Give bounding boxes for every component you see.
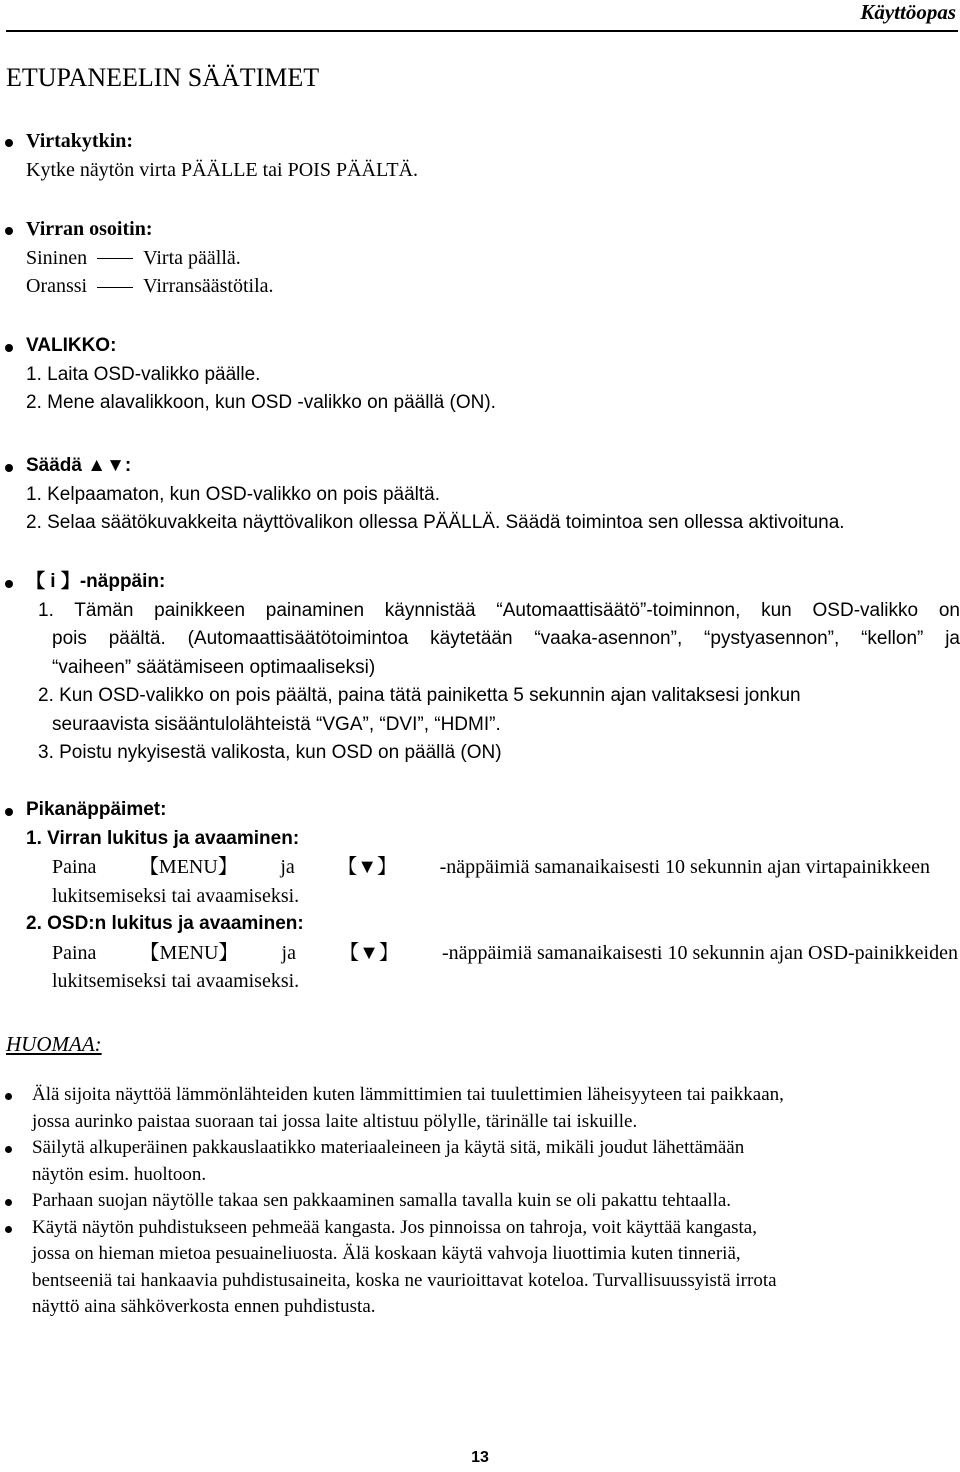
indicator-meaning: Virta päällä. — [143, 246, 241, 269]
note-line: bentseeniä tai hankaavia puhdistusaineita, koska ne vaurioittavat koteloa. Turvallisuussyistä irrota — [32, 1269, 777, 1291]
indicator-row-blue — [0, 244, 960, 273]
hotkey-1-text: -näppäimiä samanaikaisesti 10 sekunnin ajan virtapainikkeen — [439, 856, 930, 878]
indicator-meaning: Virransäästötila. — [143, 275, 274, 297]
word: Paina — [52, 941, 97, 964]
i-key-heading: 【 i 】-näppäin: — [0, 568, 960, 597]
word: ja — [281, 941, 296, 964]
adjust-line: 1. Kelpaamaton, kun OSD-valikko on pois päältä. — [26, 483, 441, 505]
note-line: näytön esim. huoltoon. — [32, 1163, 207, 1185]
dash-separator — [97, 287, 133, 288]
note-line: Säilytä alkuperäinen pakkauslaatikko materiaaleineen ja käytä sitä, mikäli joudut lähettämään — [0, 1135, 960, 1162]
i-key-line: 3. Poistu nykyisestä valikosta, kun OSD on päällä (ON) — [38, 742, 502, 763]
hotkeys-heading: Pikanäppäimet: — [0, 796, 960, 825]
adjust-heading: Säädä ▲▼: — [0, 452, 960, 481]
menu-key-label: 【MENU】 — [139, 941, 239, 964]
hotkey-1-line2: lukitsemiseksi tai avaamiseksi. — [52, 884, 300, 907]
dash-separator — [97, 258, 133, 259]
note-line: Käytä näytön puhdistukseen pehmeää kangasta. Jos pinnoissa on tahroja, voit käyttää kangasta, — [0, 1215, 960, 1242]
word: ja — [280, 856, 295, 878]
indicator-color: Oranssi — [26, 275, 88, 297]
i-key-line: “vaiheen” säätämiseen optimaaliseksi) — [52, 656, 376, 678]
menu-line: 1. Laita OSD-valikko päälle. — [26, 363, 261, 385]
note-line: jossa on hieman mietoa pesuaineliuosta. Älä koskaan käytä vahvoja liuottimia kuten tinneriä, — [32, 1243, 741, 1264]
page-title: ETUPANEELIN SÄÄTIMET — [6, 63, 320, 92]
indicator-color: Sininen — [26, 246, 88, 269]
menu-key-label: 【MENU】 — [138, 856, 238, 878]
section-power-switch — [0, 127, 960, 184]
hotkey-1-heading: 1. Virran lukitus ja avaaminen: — [26, 827, 300, 849]
hotkey-2-heading: 2. OSD:n lukitus ja avaaminen: — [26, 913, 304, 934]
hotkey-2-text: -näppäimiä samanaikaisesti 10 sekunnin ajan OSD-painikkeiden — [442, 941, 958, 964]
menu-heading: VALIKKO: — [0, 332, 960, 361]
i-key-line: 2. Kun OSD-valikko on pois päältä, paina tätä painiketta 5 sekunnin ajan valitaksesi jonkun — [38, 685, 801, 706]
section-adjust — [0, 452, 960, 538]
adjust-line: 2. Selaa säätökuvakkeita näyttövalikon ollessa PÄÄLLÄ. Säädä toimintoa sen ollessa aktivoituna. — [26, 512, 845, 533]
header-rule — [6, 30, 958, 32]
i-key-line: seuraavista sisääntulolähteistä “VGA”, “DVI”, “HDMI”. — [52, 713, 501, 735]
i-key-line: pois päältä. (Automaattisäätötoimintoa käytetään “vaaka-asennon”, “pystyasennon”, “kellon” ja — [52, 628, 960, 649]
note-line: Parhaan suojan näytölle takaa sen pakkaaminen samalla tavalla kuin se oli pakattu tehtaalla. — [0, 1188, 960, 1215]
page-number: 13 — [471, 1449, 489, 1466]
power-indicator-heading: Virran osoitin: — [0, 215, 960, 244]
menu-line: 2. Mene alavalikkoon, kun OSD -valikko on päällä (ON). — [26, 392, 496, 413]
hotkey-2-line — [0, 939, 960, 968]
indicator-row-orange — [0, 272, 960, 301]
section-i-key — [0, 568, 960, 768]
header-label: Käyttöopas — [860, 0, 956, 24]
note-line: näyttö aina sähköverkosta ennen puhdistusta. — [32, 1296, 376, 1317]
section-hotkeys — [0, 796, 960, 996]
notes-list — [0, 1082, 960, 1321]
i-key-line: 1. Tämän painikkeen painaminen käynnistää “Automaattisäätö”-toiminnon, kun OSD-valikko on — [38, 599, 960, 621]
hotkey-2-line2: lukitsemiseksi tai avaamiseksi. — [52, 970, 300, 992]
word: Paina — [52, 856, 97, 878]
section-menu — [0, 332, 960, 418]
notes-heading: HUOMAA: — [6, 1032, 102, 1056]
note-line: Älä sijoita näyttöä lämmönlähteiden kuten lämmittimien tai tuulettimien läheisyyteen tai paikkaan, — [0, 1082, 960, 1109]
down-key-label: 【▼】 — [337, 856, 398, 878]
hotkey-1-line — [0, 853, 960, 882]
power-switch-text: Kytke näytön virta PÄÄLLE tai POIS PÄÄLTÄ. — [26, 158, 419, 181]
section-power-indicator — [0, 215, 960, 301]
down-key-label: 【▼】 — [339, 941, 399, 964]
note-line: jossa aurinko paistaa suoraan tai jossa laite altistuu pölylle, tärinälle tai iskuille. — [32, 1110, 638, 1132]
power-switch-heading: Virtakytkin: — [0, 127, 960, 156]
